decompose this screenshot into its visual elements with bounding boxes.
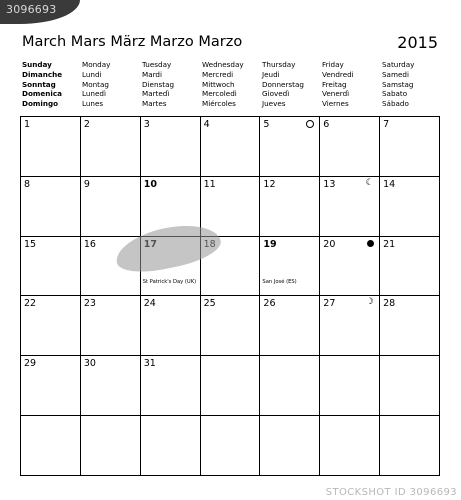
day-cell-12[interactable]: [260, 177, 320, 237]
day-number: 13: [323, 178, 336, 190]
holiday-label: St Patrick's Day (UK): [142, 278, 197, 285]
day-cell-21[interactable]: [380, 237, 440, 297]
day-cell-4[interactable]: [201, 117, 261, 177]
day-number: 21: [383, 238, 396, 250]
weekday-name: Saturday: [382, 60, 415, 69]
watermark-id: 3096693: [6, 3, 57, 16]
weekday-name: Thursday: [262, 60, 296, 69]
weekday-name: Viernes: [322, 99, 349, 109]
first-quarter-moon-icon: ☽: [365, 297, 374, 308]
day-cell-5[interactable]: [260, 117, 320, 177]
weekday-name: Samstag: [382, 79, 414, 89]
weekday-name: Sabato: [382, 89, 408, 99]
weekday-name: Miércoles: [202, 99, 236, 109]
weekday-name: Mittwoch: [202, 79, 235, 89]
empty-cell[interactable]: [260, 356, 320, 416]
day-cell-2[interactable]: [81, 117, 141, 177]
weekday-name: Monday: [82, 60, 111, 69]
day-number: 12: [263, 178, 276, 190]
day-cell-15[interactable]: [21, 237, 81, 297]
day-number: 25: [203, 298, 216, 310]
weekday-name: Freitag: [322, 79, 347, 89]
weekday-header-wednesday: [202, 60, 244, 109]
empty-cell[interactable]: [201, 356, 261, 416]
day-cell-27[interactable]: [320, 296, 380, 356]
weekday-name: Domenica: [22, 89, 62, 99]
empty-cell[interactable]: [81, 416, 141, 476]
day-number: 26: [263, 298, 276, 310]
weekday-name: Sonntag: [22, 79, 56, 89]
day-number: 24: [143, 298, 156, 310]
day-cell-25[interactable]: [201, 296, 261, 356]
day-number: 31: [143, 358, 156, 370]
day-cell-23[interactable]: [81, 296, 141, 356]
weekday-header-saturday: [382, 60, 414, 109]
weekday-name: Martes: [142, 99, 167, 109]
full-moon-icon: [306, 120, 314, 128]
day-number: 30: [83, 358, 96, 370]
day-number: 11: [203, 178, 216, 190]
day-number: 23: [83, 298, 96, 310]
last-quarter-moon-icon: ☾: [365, 177, 374, 188]
empty-cell[interactable]: [380, 416, 440, 476]
empty-cell[interactable]: [201, 416, 261, 476]
day-number: 6: [323, 119, 330, 130]
empty-cell[interactable]: [260, 416, 320, 476]
day-number: 5: [263, 119, 270, 130]
day-number: 2: [83, 119, 90, 130]
weekday-name: Friday: [322, 60, 344, 69]
weekday-name: Domingo: [22, 99, 59, 109]
day-number: 15: [24, 238, 37, 250]
empty-cell[interactable]: [320, 356, 380, 416]
empty-cell[interactable]: [320, 416, 380, 476]
empty-cell[interactable]: [21, 416, 81, 476]
day-cell-1[interactable]: [21, 117, 81, 177]
weekday-name: Vendredi: [322, 69, 354, 79]
day-number: 16: [83, 238, 96, 250]
weekday-name: Martedì: [142, 89, 170, 99]
weekday-name: Lunes: [82, 99, 104, 109]
day-number: 9: [83, 178, 90, 190]
day-number: 7: [383, 119, 390, 130]
day-cell-3[interactable]: [141, 117, 201, 177]
day-number: 27: [323, 298, 336, 310]
weekday-header-thursday: [262, 60, 304, 109]
day-number: 8: [24, 178, 31, 190]
weekday-name: Samedi: [382, 69, 409, 79]
year-label: 2015: [397, 33, 438, 52]
day-cell-29[interactable]: [21, 356, 81, 416]
weekday-header-tuesday: [142, 60, 174, 109]
day-number: 10: [143, 178, 157, 190]
day-number: 4: [203, 119, 210, 130]
day-cell-11[interactable]: [201, 177, 261, 237]
day-number: 28: [383, 298, 396, 310]
weekday-name: Tuesday: [142, 60, 172, 69]
weekday-header-friday: [322, 60, 354, 109]
watermark-corner: [0, 0, 80, 24]
page-title: March Mars März Marzo Marzo: [22, 34, 243, 50]
day-number: 1: [24, 119, 31, 130]
weekday-name: Donnerstag: [262, 79, 304, 89]
empty-cell[interactable]: [380, 356, 440, 416]
day-cell-6[interactable]: [320, 117, 380, 177]
weekday-name: Giovedì: [262, 89, 290, 99]
weekday-name: Mercoledì: [202, 89, 237, 99]
weekday-name: Sunday: [22, 60, 52, 69]
day-number: 20: [323, 238, 336, 250]
day-cell-8[interactable]: [21, 177, 81, 237]
day-number: 29: [24, 358, 37, 370]
day-cell-19[interactable]: [260, 237, 320, 297]
day-cell-9[interactable]: [81, 177, 141, 237]
weekday-name: Lunedì: [82, 89, 106, 99]
day-cell-13[interactable]: [320, 177, 380, 237]
weekday-name: Montag: [82, 79, 109, 89]
new-moon-icon: [367, 240, 374, 247]
day-cell-7[interactable]: [380, 117, 440, 177]
day-number: 19: [263, 238, 277, 250]
weekday-header-sunday: [22, 60, 62, 109]
weekday-name: Lundi: [82, 69, 102, 79]
day-number: 14: [383, 178, 396, 190]
day-number: 3: [143, 119, 150, 130]
weekday-name: Dimanche: [22, 69, 63, 79]
weekday-name: Sábado: [382, 99, 409, 109]
day-cell-30[interactable]: [81, 356, 141, 416]
weekday-name: Wednesday: [202, 60, 244, 69]
day-cell-14[interactable]: [380, 177, 440, 237]
weekday-name: Mercredi: [202, 69, 234, 79]
day-cell-22[interactable]: [21, 296, 81, 356]
calendar-grid: [20, 116, 440, 476]
weekday-name: Jueves: [262, 99, 286, 109]
weekday-header-monday: [82, 60, 110, 109]
day-cell-28[interactable]: [380, 296, 440, 356]
empty-cell[interactable]: [141, 416, 201, 476]
day-cell-24[interactable]: [141, 296, 201, 356]
weekday-name: Mardi: [142, 69, 162, 79]
day-number: 22: [24, 298, 37, 310]
day-cell-31[interactable]: [141, 356, 201, 416]
holiday-label: San José (ES): [262, 278, 297, 285]
watermark-footer: STOCKSHOT ID 3096693: [325, 487, 457, 498]
weekday-name: Venerdì: [322, 89, 350, 99]
day-cell-20[interactable]: [320, 237, 380, 297]
day-cell-26[interactable]: [260, 296, 320, 356]
weekday-name: Dienstag: [142, 79, 175, 89]
weekday-name: Jeudi: [262, 69, 280, 79]
